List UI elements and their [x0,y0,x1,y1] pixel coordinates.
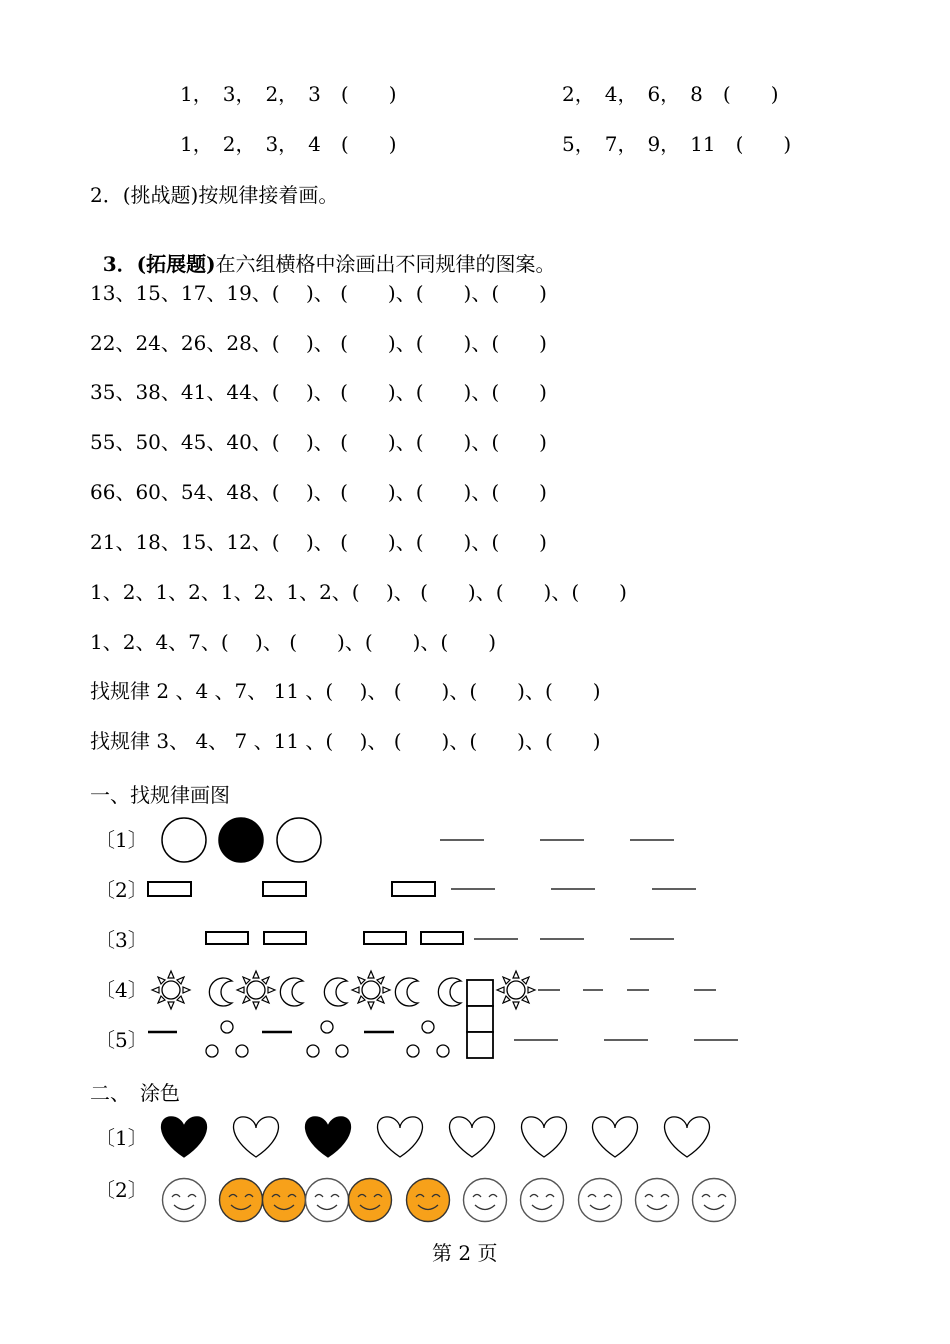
small-circle [307,1045,319,1057]
small-circle [206,1045,218,1057]
row-label-1: 〔1〕 [95,828,148,852]
sequence-row-2-right: 5， 7， 9， 11 ( ) [562,132,792,156]
heart-black-icon [162,1117,207,1157]
moon-icon [324,978,347,1006]
smiley-orange-icon [220,1179,263,1222]
row-label-5: 〔5〕 [95,1028,148,1052]
small-circle [437,1045,449,1057]
sequence-row-1-left: 1， 3， 2， 3 ( ) [180,82,397,106]
sequence-1: 13、15、17、19、( )、 ( )、( )、( ) [90,281,547,305]
heart-white-icon [665,1117,710,1157]
rectangle [263,882,306,896]
sequence-6: 21、18、15、12、( )、 ( )、( )、( ) [90,530,547,554]
rectangle [148,882,191,896]
question-3-text: 在六组横格中涂画出不同规律的图案。 [215,252,556,276]
rectangle [421,932,463,944]
smiley-white-icon [306,1179,349,1222]
square [467,980,493,1006]
rectangle [392,882,435,896]
sequence-3: 35、38、41、44、( )、 ( )、( )、( ) [90,380,547,404]
color-row-label-1: 〔1〕 [95,1126,148,1150]
section-1-title: 一、找规律画图 [90,783,230,807]
sequence-5: 66、60、54、48、( )、 ( )、( )、( ) [90,480,547,504]
circle-white [277,818,321,862]
small-circle [407,1045,419,1057]
sequence-4: 55、50、45、40、( )、 ( )、( )、( ) [90,430,547,454]
small-circle [422,1021,434,1033]
sequence-7: 1、2、1、2、1、2、1、2、( )、 ( )、( )、( ) [90,580,627,604]
smiley-white-icon [636,1179,679,1222]
rectangle [264,932,306,944]
heart-white-icon [378,1117,423,1157]
smiley-white-icon [579,1179,622,1222]
sequence-8: 1、2、4、7、( )、 ( )、( )、( ) [90,630,497,654]
sun-icon [497,971,535,1009]
smiley-white-icon [693,1179,736,1222]
smiley-white-icon [521,1179,564,1222]
heart-white-icon [522,1117,567,1157]
small-circle [236,1045,248,1057]
section-2-title: 二、 涂色 [90,1081,180,1105]
circle-white [162,818,206,862]
moon-icon [280,978,303,1006]
heart-white-icon [450,1117,495,1157]
sequence-9: 找规律 2 、4 、7、 11 、( )、 ( )、( )、( ) [90,679,601,703]
color-row-label-2: 〔2〕 [95,1178,148,1202]
rectangle [206,932,248,944]
row-label-2: 〔2〕 [95,878,148,902]
sequence-10: 找规律 3、 4、 7 、11 、( )、 ( )、( )、( ) [90,729,601,753]
smiley-orange-icon [349,1179,392,1222]
small-circle [336,1045,348,1057]
row-label-4: 〔4〕 [95,978,148,1002]
sequence-row-1-right: 2， 4， 6， 8 ( ) [562,82,779,106]
smiley-orange-icon [263,1179,306,1222]
smiley-white-icon [163,1179,206,1222]
heart-white-icon [234,1117,279,1157]
heart-white-icon [593,1117,638,1157]
sun-icon [152,971,190,1009]
square [467,1032,493,1058]
moon-icon [438,978,461,1006]
small-circle [221,1021,233,1033]
rectangle [364,932,406,944]
smiley-white-icon [464,1179,507,1222]
moon-icon [395,978,418,1006]
smiley-orange-icon [407,1179,450,1222]
sequence-2: 22、24、26、28、( )、 ( )、( )、( ) [90,331,547,355]
sun-icon [237,971,275,1009]
sun-icon [352,971,390,1009]
circle-black [219,818,263,862]
question-3 [90,234,556,274]
square [467,1006,493,1032]
page-number: 第 2 页 [432,1241,498,1265]
moon-icon [209,978,232,1006]
small-circle [321,1021,333,1033]
row-label-3: 〔3〕 [95,928,148,952]
question-3-label: 3．(拓展题) [102,252,216,276]
heart-black-icon [306,1117,351,1157]
question-2: 2．(挑战题)按规律接着画。 [90,183,339,207]
sequence-row-2-left: 1， 2， 3， 4 ( ) [180,132,397,156]
